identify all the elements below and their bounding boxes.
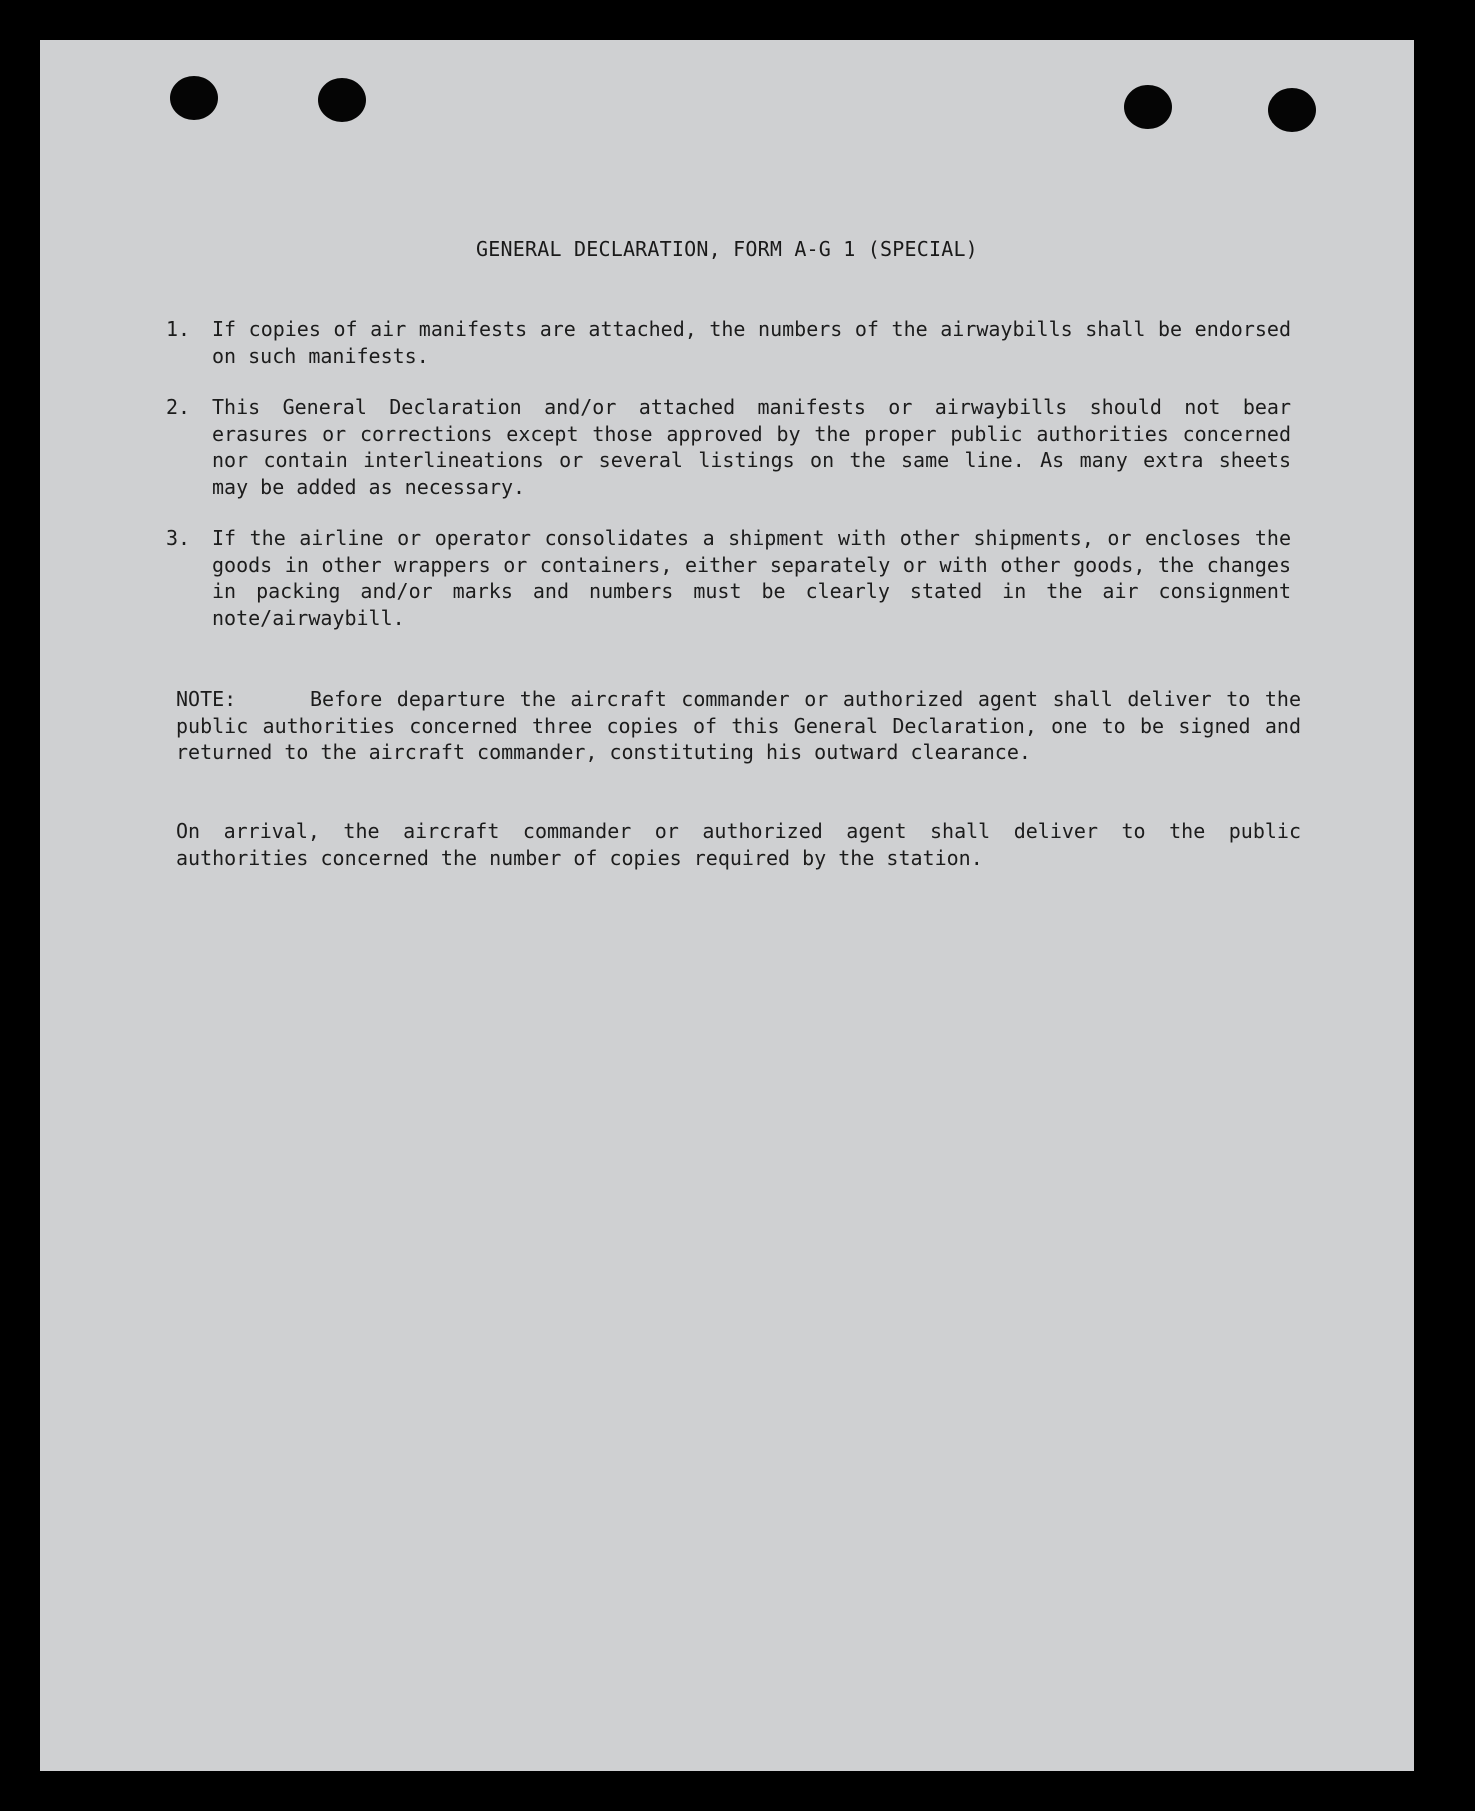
- note-label: NOTE:: [176, 687, 237, 711]
- punch-hole-icon: [170, 76, 218, 120]
- item-number: 2.: [166, 395, 191, 419]
- list-item: [166, 394, 1291, 500]
- arrival-paragraph: On arrival, the aircraft commander or authorized agent shall deliver to the public authorities concerned the number of copies required by the station.: [176, 819, 1301, 870]
- document-page: [40, 40, 1414, 1771]
- punch-hole-icon: [318, 78, 366, 122]
- note-paragraph: [176, 686, 1301, 766]
- punch-hole-icon: [1124, 85, 1172, 129]
- item-number: 3.: [166, 526, 191, 550]
- item-number: 1.: [166, 317, 191, 341]
- document-title: GENERAL DECLARATION, FORM A-G 1 (SPECIAL): [476, 237, 978, 261]
- item-text: If the airline or operator consolidates a shipment with other shipments, or encloses the goods in other wrappers or containers, either separately or with other goods, the changes in packing and/or marks and numbers must be clearly stated in the air consignment note/airwaybill.: [212, 526, 1291, 630]
- note-text: Before departure the aircraft commander or authorized agent shall deliver to the public authorities concerned three copies of this General Declaration, one to be signed and returned to the aircraft commander, constituting his outward clearance.: [176, 687, 1301, 764]
- item-text: This General Declaration and/or attached manifests or airwaybills should not bear erasures or corrections except those approved by the proper public authorities concerned nor contain interlineations or several listings on the same line. As many extra sheets may be added as necessary.: [212, 395, 1291, 499]
- item-text: If copies of air manifests are attached, the numbers of the airwaybills shall be endorsed on such manifests.: [212, 317, 1291, 368]
- list-item: [166, 316, 1291, 369]
- punch-hole-icon: [1268, 88, 1316, 132]
- list-item: [166, 525, 1291, 631]
